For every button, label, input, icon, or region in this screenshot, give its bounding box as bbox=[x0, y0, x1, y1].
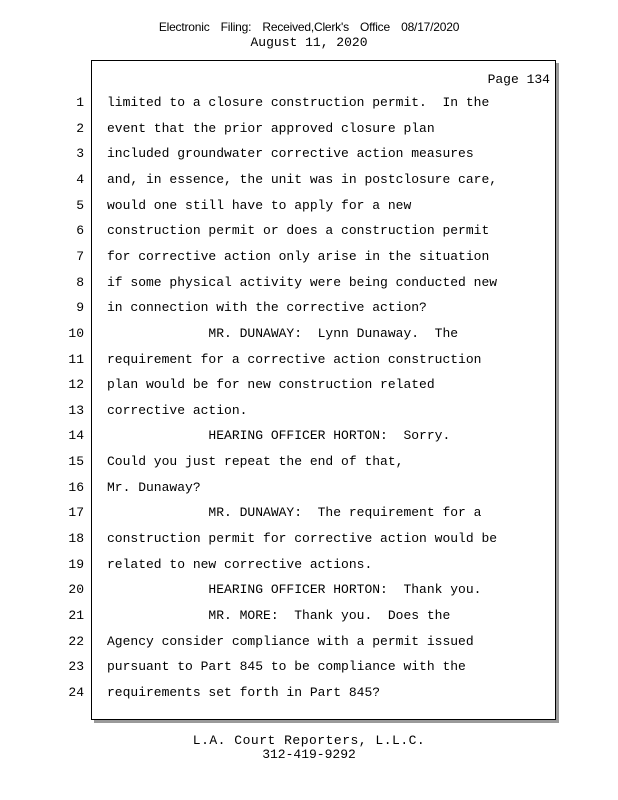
transcript-line bbox=[0, 659, 618, 677]
line-number: 6 bbox=[76, 223, 84, 239]
line-number: 4 bbox=[76, 171, 84, 187]
transcript-line bbox=[0, 454, 618, 472]
line-number: 17 bbox=[68, 505, 84, 521]
line-number: 11 bbox=[68, 351, 84, 367]
line-text: in connection with the corrective action? bbox=[107, 300, 427, 316]
transcript-line bbox=[0, 685, 618, 703]
line-number: 21 bbox=[68, 608, 84, 623]
line-number: 23 bbox=[68, 659, 84, 675]
line-text: would one still have to apply for a new bbox=[107, 197, 412, 213]
line-number: 1 bbox=[76, 95, 84, 110]
line-text: Mr. Dunaway? bbox=[107, 479, 201, 495]
transcript-line bbox=[0, 172, 618, 190]
line-text: Agency consider compliance with a permit issued bbox=[107, 633, 474, 649]
line-number: 18 bbox=[68, 531, 84, 547]
line-text: MR. MORE: Thank you. Does the bbox=[107, 608, 451, 623]
transcript-line bbox=[0, 557, 618, 575]
line-number: 2 bbox=[76, 120, 84, 136]
filing-office: Office bbox=[360, 20, 390, 34]
line-text: if some physical activity were being conducted new bbox=[107, 274, 498, 290]
line-number: 22 bbox=[68, 633, 84, 649]
line-text: related to new corrective actions. bbox=[107, 556, 373, 572]
line-text: MR. DUNAWAY: Lynn Dunaway. The bbox=[107, 325, 459, 341]
court-reporter-name: L.A. Court Reporters, L.L.C. bbox=[192, 733, 426, 748]
transcript-line bbox=[0, 326, 618, 344]
line-number: 7 bbox=[76, 248, 84, 264]
transcript-line bbox=[0, 352, 618, 370]
hearing-date: August 11, 2020 bbox=[250, 35, 368, 50]
line-number: 3 bbox=[76, 146, 84, 162]
transcript-line bbox=[0, 249, 618, 267]
transcript-line bbox=[0, 146, 618, 164]
line-number: 20 bbox=[68, 582, 84, 598]
line-text: limited to a closure construction permit. In the bbox=[107, 95, 490, 110]
line-text: HEARING OFFICER HORTON: Sorry. bbox=[107, 428, 451, 444]
line-number: 12 bbox=[68, 377, 84, 393]
line-text: requirement for a corrective action construction bbox=[107, 351, 482, 367]
line-text: and, in essence, the unit was in postclosure care, bbox=[107, 171, 498, 187]
transcript-line bbox=[0, 95, 618, 113]
line-text: construction permit for corrective action would be bbox=[107, 531, 498, 547]
transcript-line bbox=[0, 377, 618, 395]
line-number: 19 bbox=[68, 556, 84, 572]
filing-date: 08/17/2020 bbox=[401, 20, 460, 34]
transcript-line bbox=[0, 275, 618, 293]
line-number: 5 bbox=[76, 197, 84, 213]
line-number: 10 bbox=[68, 325, 84, 341]
electronic-filing-header bbox=[0, 20, 618, 34]
transcript-line bbox=[0, 608, 618, 626]
line-number: 24 bbox=[68, 684, 84, 700]
transcript-line bbox=[0, 582, 618, 600]
court-reporter-phone: 312-419-9292 bbox=[262, 747, 356, 762]
line-text: plan would be for new construction related bbox=[107, 377, 435, 393]
transcript-line bbox=[0, 505, 618, 523]
line-text: Could you just repeat the end of that, bbox=[107, 454, 404, 470]
line-text: requirements set forth in Part 845? bbox=[107, 684, 381, 700]
transcript-line bbox=[0, 634, 618, 652]
transcript-line bbox=[0, 121, 618, 139]
line-text: event that the prior approved closure plan bbox=[107, 120, 435, 136]
line-text: construction permit or does a construction permit bbox=[107, 223, 490, 239]
line-number: 9 bbox=[76, 300, 84, 316]
line-number: 8 bbox=[76, 274, 84, 290]
transcript-line bbox=[0, 198, 618, 216]
transcript-line bbox=[0, 531, 618, 549]
line-number: 15 bbox=[68, 454, 84, 470]
line-number: 14 bbox=[68, 428, 84, 444]
line-number: 16 bbox=[68, 479, 84, 495]
line-text: included groundwater corrective action measures bbox=[107, 146, 474, 162]
line-text: MR. DUNAWAY: The requirement for a bbox=[107, 505, 482, 521]
line-text: for corrective action only arise in the situation bbox=[107, 248, 490, 264]
line-text: HEARING OFFICER HORTON: Thank you. bbox=[107, 582, 482, 598]
line-number: 13 bbox=[68, 402, 84, 418]
transcript-line bbox=[0, 403, 618, 421]
filing-received-clerks: Received,Clerk's bbox=[262, 20, 349, 34]
transcript-line bbox=[0, 428, 618, 446]
line-text: pursuant to Part 845 to be compliance with the bbox=[107, 659, 466, 675]
page-number: Page 134 bbox=[487, 72, 550, 87]
filing-electronic: Electronic bbox=[158, 20, 210, 34]
transcript-line bbox=[0, 480, 618, 498]
filing-label: Filing: bbox=[220, 20, 252, 34]
transcript-line bbox=[0, 300, 618, 318]
transcript-line bbox=[0, 223, 618, 241]
line-text: corrective action. bbox=[107, 402, 248, 418]
